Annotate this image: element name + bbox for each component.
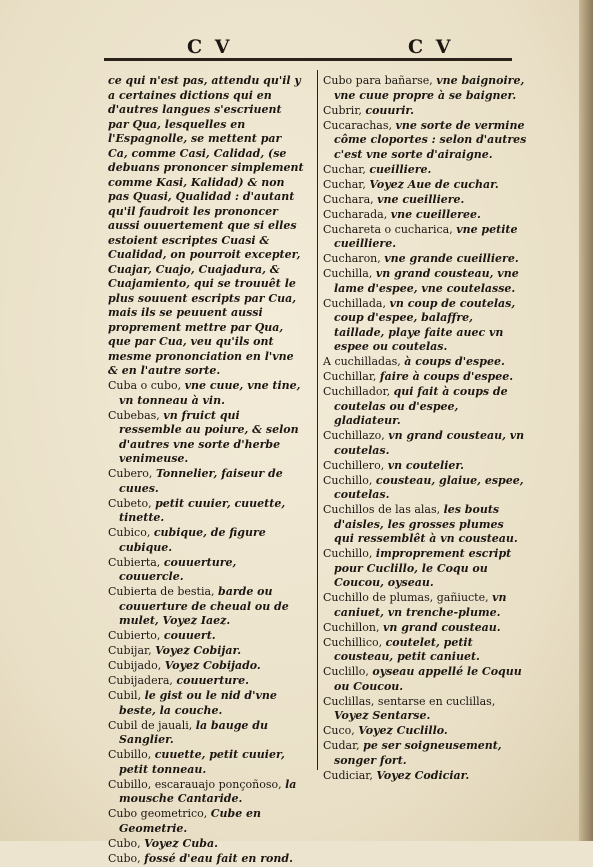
entry-headword: Cuchillo, <box>323 473 373 487</box>
page-edge-shadow <box>579 0 593 841</box>
entry-definition: oyseau appellé le Coquu ou Coucou. <box>334 665 522 693</box>
entry-definition: petit cuuier, cuuette, tinette. <box>119 496 286 524</box>
entry-definition: vn coutelier. <box>387 458 464 472</box>
entry-definition: cubique, de figure cubique. <box>119 526 266 554</box>
entry-headword: Cuchar, <box>323 177 366 191</box>
entry-definition: la bauge du Sanglier. <box>119 718 268 746</box>
dictionary-entry <box>323 474 527 503</box>
entry-definition: improprement escript pour Cuclillo, le Coqu ou Coucou, oyseau. <box>334 547 512 589</box>
entry-headword: Cucarachas, <box>323 118 392 132</box>
entry-headword: Cuchillo de plumas, gañiucte, <box>323 591 489 604</box>
dictionary-entry <box>323 547 527 591</box>
dictionary-entry <box>323 429 527 458</box>
dictionary-entry <box>323 385 527 429</box>
dictionary-entry <box>323 74 527 103</box>
entry-headword: Cudar, <box>323 739 360 752</box>
entry-definition: vn fruict qui ressemble au poiure, & selon d'autres vne sorte d'herbe venimeuse. <box>119 408 299 465</box>
entry-definition: à coups d'espee. <box>404 355 505 368</box>
entry-definition: la mousche Cantaride. <box>119 777 297 805</box>
entry-headword: Cubierta de bestia, <box>108 585 215 598</box>
dictionary-entry <box>323 252 527 267</box>
entry-definition: cuuette, petit cuuier, petit tonneau. <box>119 748 285 776</box>
left-column <box>108 74 304 867</box>
dictionary-entry <box>323 724 527 739</box>
dictionary-entry <box>108 748 304 777</box>
entry-headword: Cubo para bañarse, <box>323 74 433 87</box>
entry-definition: vn coup de coutelas, coup d'espee, balaffre, taillade, playe faite auec vn espee ou coutelas. <box>334 296 516 353</box>
entry-definition: Voyez Cobijar. <box>155 644 242 657</box>
dictionary-entry <box>323 208 527 223</box>
entry-definition: les bouts d'aisles, les grosses plumes qui ressemblêt à vn cousteau. <box>334 503 518 545</box>
entry-definition: vne cuue, vne tine, vn tonneau à vin. <box>119 379 301 407</box>
dictionary-entry <box>323 355 527 370</box>
entry-headword: Cuchara, <box>323 192 374 206</box>
entry-headword: Cubijar, <box>108 644 152 657</box>
entry-definition: vne cueilleree. <box>390 207 481 221</box>
entry-headword: Cubico, <box>108 526 151 539</box>
entry-definition: vne cueilliere. <box>377 192 465 206</box>
entry-headword: Cuchilla, <box>323 267 373 280</box>
dictionary-entry <box>323 267 527 296</box>
entry-headword: Cuchillador, <box>323 385 391 398</box>
header-rule <box>104 58 512 61</box>
entry-headword: Cubo, <box>108 851 141 865</box>
entry-definition: Voyez Cuba. <box>144 836 218 850</box>
entry-definition: Voyez Cuclillo. <box>358 724 448 737</box>
entry-headword: Cucharada, <box>323 207 388 221</box>
entry-definition: pe ser soigneusement, songer fort. <box>334 739 502 767</box>
entry-headword: Cubillo, <box>108 748 152 761</box>
entry-headword: Cubil de jauali, <box>108 718 193 732</box>
dictionary-entry <box>323 178 527 193</box>
entry-definition: couurir. <box>365 103 414 117</box>
entry-definition: Voyez Sentarse. <box>334 709 431 722</box>
dictionary-entry <box>323 591 527 620</box>
dictionary-entry <box>323 503 527 547</box>
entry-headword: Cudiciar, <box>323 768 373 782</box>
entry-definition: Voyez Codiciar. <box>376 768 470 782</box>
entry-headword: Cubillo, escarauajo ponçoñoso, <box>108 777 282 791</box>
dictionary-entry <box>108 778 304 807</box>
entry-headword: Cuchillo, <box>323 547 373 560</box>
entry-headword: Cubrir, <box>323 103 362 117</box>
entry-definition: cueilliere. <box>369 162 432 176</box>
dictionary-entry <box>323 739 527 768</box>
dictionary-entry <box>108 379 304 408</box>
entry-headword: Cubero, <box>108 467 153 480</box>
entry-headword: Cucharon, <box>323 252 381 265</box>
entry-headword: Cuchillar, <box>323 370 377 383</box>
column-divider <box>317 70 318 770</box>
entry-definition: le gist ou le nid d'vne beste, la couche. <box>119 689 277 717</box>
entry-definition: vn grand cousteau, vn coutelas. <box>334 429 525 457</box>
dictionary-entry <box>108 837 304 852</box>
entry-headword: Cubo geometrico, <box>108 807 208 820</box>
dictionary-entry <box>108 585 304 629</box>
dictionary-entry <box>323 636 527 665</box>
entry-headword: Cubierta, <box>108 555 161 569</box>
entry-headword: Cuchareta o cucharica, <box>323 222 453 236</box>
entry-headword: Cubebas, <box>108 408 160 422</box>
dictionary-entry <box>323 665 527 694</box>
dictionary-entry <box>108 689 304 718</box>
dictionary-entry <box>108 74 304 379</box>
dictionary-entry <box>323 193 527 208</box>
entry-headword: Cubil, <box>108 689 142 702</box>
dictionary-entry <box>108 409 304 467</box>
running-head-left: C V <box>187 36 233 58</box>
entry-headword: A cuchilladas, <box>323 355 401 368</box>
entry-definition: vne sorte de vermine côme cloportes : selon d'autres c'est vne sorte d'airaigne. <box>334 118 527 161</box>
entry-definition: barde ou couuerture de cheual ou de mulet, Voyez Iaez. <box>119 585 289 627</box>
entry-headword: Cuchillada, <box>323 296 386 310</box>
entry-headword: Cuclillo, <box>323 665 369 678</box>
entry-definition: vne grande cueilliere. <box>384 252 519 265</box>
dictionary-entry <box>108 644 304 659</box>
dictionary-entry <box>108 556 304 585</box>
dictionary-entry <box>323 163 527 178</box>
entry-headword: Cuchillico, <box>323 635 383 649</box>
dictionary-entry <box>323 459 527 474</box>
entry-headword: Cuclillas, sentarse en cuclillas, <box>323 694 496 708</box>
dictionary-entry <box>323 695 527 724</box>
dictionary-entry <box>108 497 304 526</box>
dictionary-entry <box>108 526 304 555</box>
entry-definition: coutelet, petit cousteau, petit caniuet. <box>334 635 480 663</box>
entry-headword: Cuchar, <box>323 162 366 176</box>
entry-definition: Tonnelier, faiseur de cuues. <box>119 467 283 495</box>
entry-headword: Cubo, <box>108 836 141 850</box>
entry-definition: couuerture. <box>176 674 249 687</box>
entry-definition: ce qui n'est pas, attendu qu'il y a certaines dictions qui en d'autres langues s'escriuent par Qua, lesquelles en l'Espagnolle, se mettent par Ca, comme Casi, Calidad, (se debuans prononcer simplement comme Kasi, Kalidad) & non pas Quasi, Qualidad : d'autant qu'il faudroit les prononcer aussi ouuertement que si elles estoient escriptes Cuasi & Cualidad, on pourroit excepter, Cuajar, Cuajo, Cuajadura, & Cuajamiento, qui se trouuêt le plus souuent escripts par Cua, mais ils se peuuent aussi proprement mettre par Qua, que par Cua, veu qu'ils ont mesme prononciation en l'vne & en l'autre sorte. <box>108 74 304 377</box>
entry-definition: Cube en Geometrie. <box>119 807 262 835</box>
right-column <box>323 74 527 784</box>
entry-definition: couuert. <box>163 629 216 642</box>
entry-headword: Cubijado, <box>108 659 162 672</box>
dictionary-entry <box>323 104 527 119</box>
dictionary-entry <box>323 769 527 784</box>
entry-definition: cousteau, glaiue, espee, coutelas. <box>334 473 524 501</box>
dictionary-entry <box>108 467 304 496</box>
entry-definition: fossé d'eau fait en rond. <box>144 851 293 865</box>
dictionary-entry <box>108 852 304 867</box>
entry-headword: Cubierto, <box>108 629 161 642</box>
entry-definition: Voyez Cobijado. <box>164 659 261 672</box>
entry-definition: vne baignoire, vne cuue propre à se baigner. <box>334 74 525 102</box>
dictionary-entry <box>108 807 304 836</box>
entry-headword: Cuchillos de las alas, <box>323 503 441 516</box>
entry-headword: Cuco, <box>323 724 355 737</box>
entry-headword: Cubeto, <box>108 496 152 510</box>
entry-definition: vne petite cueilliere. <box>334 222 518 250</box>
dictionary-entry <box>323 297 527 355</box>
running-head-right: C V <box>408 36 454 58</box>
entry-headword: Cuchillon, <box>323 620 380 634</box>
dictionary-entry <box>323 370 527 385</box>
dictionary-entry <box>108 629 304 644</box>
entry-headword: Cuba o cubo, <box>108 379 182 392</box>
entry-headword: Cubijadera, <box>108 674 173 687</box>
entry-definition: faire à coups d'espee. <box>379 370 514 383</box>
dictionary-entry <box>108 719 304 748</box>
entry-definition: couuerture, couuercle. <box>119 555 237 583</box>
entry-headword: Cuchillero, <box>323 458 385 472</box>
dictionary-entry <box>323 119 527 163</box>
entry-definition: vn grand cousteau, vne lame d'espee, vne coutelasse. <box>334 267 519 295</box>
dictionary-entry <box>323 621 527 636</box>
entry-definition: vn grand cousteau. <box>383 620 501 634</box>
entry-definition: vn caniuet, vn trenche-plume. <box>334 591 507 619</box>
entry-definition: qui fait à coups de coutelas ou d'espee, gladiateur. <box>334 385 508 427</box>
entry-headword: Cuchillazo, <box>323 429 385 442</box>
dictionary-entry <box>108 659 304 674</box>
dictionary-entry <box>108 674 304 689</box>
dictionary-entry <box>323 223 527 252</box>
entry-definition: Voyez Aue de cuchar. <box>369 177 499 191</box>
